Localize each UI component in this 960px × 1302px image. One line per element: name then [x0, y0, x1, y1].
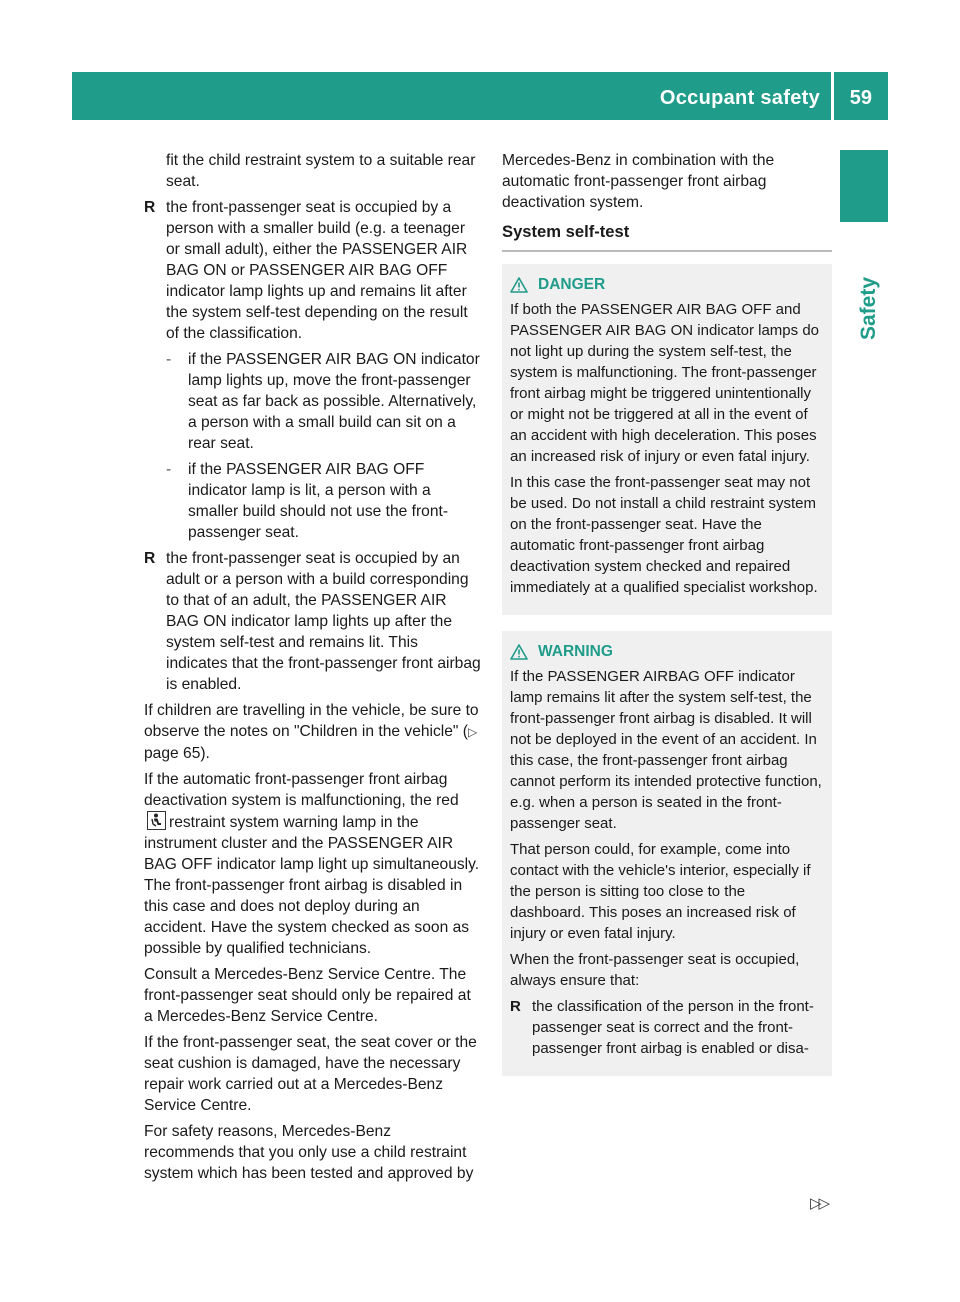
side-tab	[854, 230, 884, 340]
bullet-mark: R	[144, 199, 156, 216]
danger-box	[502, 264, 832, 615]
paragraph	[144, 700, 482, 764]
danger-heading	[510, 274, 824, 295]
paragraph: Consult a Mercedes-Benz Service Centre. The front-passenger seat should only be repaired at a Mercedes-Benz Service Centre.	[144, 966, 471, 1025]
section-heading: System self-test	[502, 221, 832, 252]
bullet-mark: R	[510, 998, 521, 1015]
paragraph: For safety reasons, Mercedes-Benz recommends that you only use a child restraint system which has been tested and approved by	[144, 1123, 474, 1182]
section-tab-marker	[840, 150, 888, 222]
page-title: Occupant safety	[659, 87, 820, 109]
warning-box	[502, 631, 832, 1076]
left-column	[144, 150, 482, 1189]
paragraph: fit the child restraint system to a suitable rear seat.	[166, 152, 476, 190]
warning-triangle-icon	[510, 277, 528, 293]
warning-triangle-icon	[510, 644, 528, 660]
sub-list-item-text: if the PASSENGER AIR BAG OFF indicator lamp is lit, a person with a smaller build should not use the front-passenger seat.	[188, 461, 449, 541]
paragraph: In this case the front-passenger seat may not be used. Do not install a child restraint system on the front-passenger seat. Have the automatic front-passenger front airbag deactivation system checked and repaired immediately at a qualified specialist workshop.	[510, 474, 818, 596]
list-item	[510, 996, 824, 1059]
list-item-text: the front-passenger seat is occupied by an adult or a person with a build corresponding to that of an adult, the PASSENGER AIR BAG ON indicator lamp lights up after the system self-test and remains lit. This indicates that the front-passenger front airbag is enabled.	[166, 550, 481, 693]
paragraph: When the front-passenger seat is occupied, always ensure that:	[510, 951, 800, 989]
sub-list-item	[144, 459, 482, 543]
warning-heading	[510, 641, 824, 662]
header-divider	[831, 72, 834, 120]
warning-label: WARNING	[538, 643, 613, 660]
page-reference-arrow-icon: ▷	[468, 725, 478, 739]
dash-mark: -	[166, 351, 172, 368]
page-reference-link[interactable]: page 65).	[144, 745, 210, 762]
list-item	[144, 548, 482, 695]
list-item-text: the classification of the person in the front-passenger seat is correct and the front-passenger front airbag is enabled or disa-	[532, 998, 814, 1057]
sub-list-item-text: if the PASSENGER AIR BAG ON indicator lamp lights up, move the front-passenger seat as far back as possible. Alternatively, a person with a small build can sit on a rear seat.	[188, 351, 480, 452]
sub-list-item	[144, 349, 482, 454]
restraint-system-warning-lamp-icon	[147, 811, 166, 830]
right-column	[502, 150, 832, 1076]
side-tab-label: Safety	[857, 276, 880, 340]
paragraph: If both the PASSENGER AIR BAG OFF and PASSENGER AIR BAG ON indicator lamps do not light up during the system self-test, the system is malfunctioning. The front-passenger front airbag might be triggered unintentionally or might not be triggered at all in the event of an accident with high deceleration. This poses an increased risk of injury or even fatal injury.	[510, 301, 820, 465]
danger-label: DANGER	[538, 276, 606, 293]
paragraph	[144, 769, 482, 959]
paragraph-text: restraint system warning lamp in the instrument cluster and the PASSENGER AIR BAG OFF indicator lamp light up simultaneously. The front-passenger front airbag is disabled in this case and does not deploy during an accident. Have the system checked as soon as possible by qualified technicians.	[144, 814, 480, 957]
paragraph-text: If children are travelling in the vehicle, be sure to observe the notes on "Children in the vehicle" (	[144, 702, 479, 740]
list-item	[144, 197, 482, 344]
paragraph: That person could, for example, come into contact with the vehicle's interior, especially if the person is sitting too close to the dashboard. This poses an increased risk of injury or even fatal injury.	[510, 841, 811, 942]
dash-mark: -	[166, 461, 172, 478]
continue-arrow-icon: ▷▷	[810, 1195, 828, 1212]
header-bar	[72, 72, 888, 120]
paragraph: Mercedes-Benz in combination with the automatic front-passenger front airbag deactivation system.	[502, 152, 775, 211]
paragraph: If the front-passenger seat, the seat cover or the seat cushion is damaged, have the necessary repair work carried out at a Mercedes-Benz Service Centre.	[144, 1034, 477, 1114]
paragraph-text: If the automatic front-passenger front airbag deactivation system is malfunctioning, the red	[144, 771, 459, 809]
paragraph: If the PASSENGER AIRBAG OFF indicator lamp remains lit after the system self-test, the front-passenger front airbag is disabled. It will not be deployed in the event of an accident. In this case, the front-passenger front airbag cannot perform its intended protective function, e.g. when a person is seated in the front-passenger seat.	[510, 668, 822, 832]
page-number: 59	[849, 87, 872, 109]
list-item-text: the front-passenger seat is occupied by a person with a smaller build (e.g. a teenager or small adult), either the PASSENGER AIR BAG ON or PASSENGER AIR BAG OFF indicator lamp lights up and remains lit after the system self-test depending on the result of the classification.	[166, 199, 468, 342]
bullet-mark: R	[144, 550, 156, 567]
